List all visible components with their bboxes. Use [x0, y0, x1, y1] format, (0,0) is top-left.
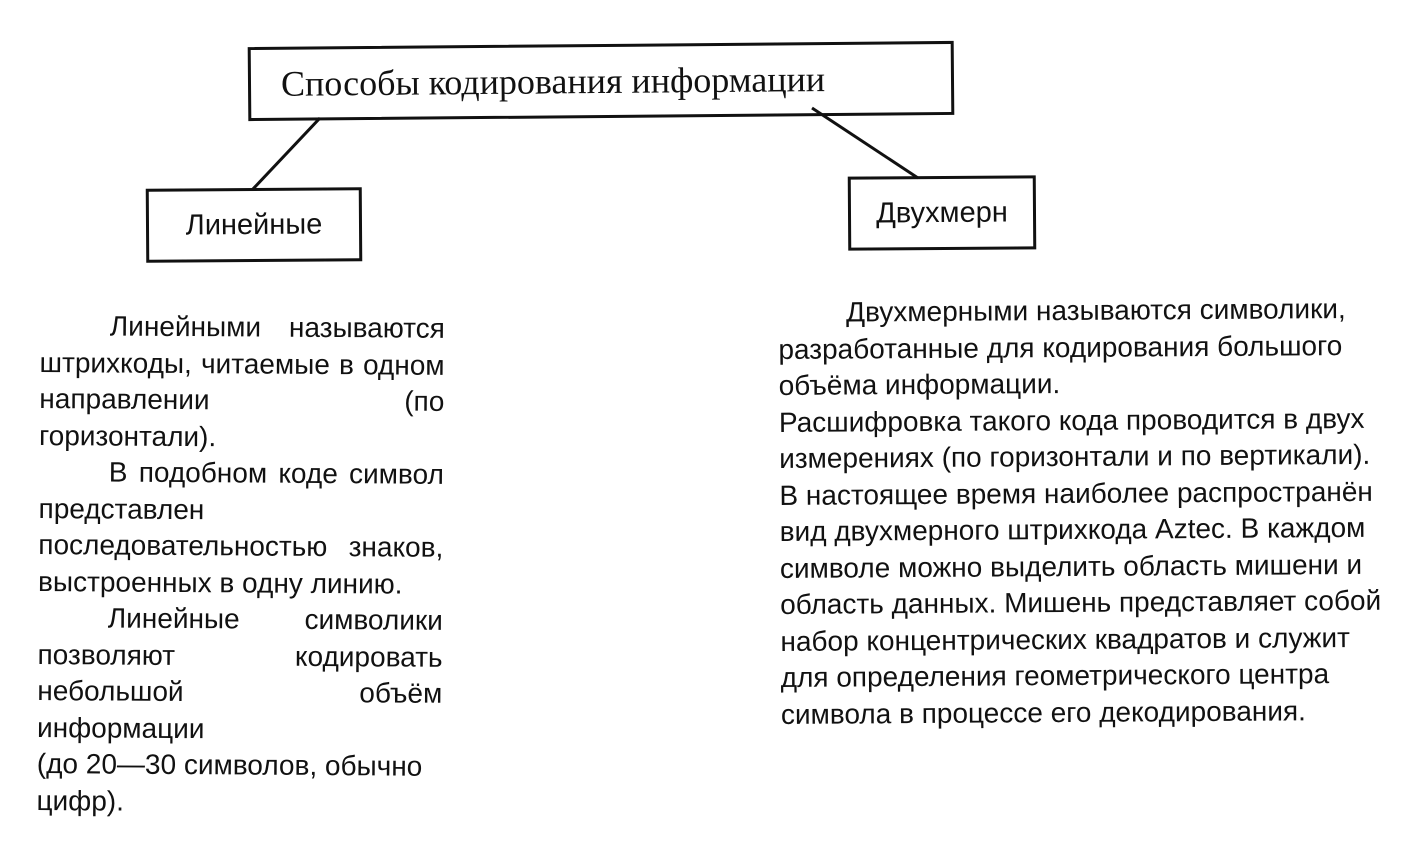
connector-title-to-linear: [252, 118, 320, 190]
linear-paragraph-1: [39, 308, 445, 420]
linear-paragraph-2-end: [38, 563, 443, 602]
two-dimensional-line-7: вид двухмерного штрихкода Aztec. В каждом: [779, 511, 1366, 547]
linear-paragraph-2-last-line: выстроенных в одну линию.: [37, 565, 403, 600]
two-dimensional-line-6: В настоящее время наиболее распространён: [779, 475, 1373, 511]
two-dimensional-line-8: символе можно выделить область мишени и: [779, 548, 1363, 584]
two-dimensional-line-11: для определения геометрического центра: [780, 658, 1330, 693]
linear-description: [36, 308, 445, 822]
two-dimensional-line-4: Расшифровка такого кода проводится в двух: [778, 402, 1365, 438]
linear-paragraph-1-end: [39, 417, 444, 456]
two-dimensional-line-9: область данных. Мишень представляет собой: [780, 584, 1382, 620]
linear-note: [36, 746, 441, 822]
two-dimensional-line-10: набор концентрических квадратов и служит: [780, 621, 1350, 657]
linear-category-label: Линейные: [185, 208, 323, 241]
linear-paragraph-3-end: [37, 709, 442, 748]
connector-title-to-2d: [812, 108, 918, 178]
two-dimensional-line-2: разработанные для кодирования большого: [778, 329, 1343, 365]
linear-note-line-1: (до 20—30 символов, обычно: [36, 747, 423, 782]
two-dimensional-line-5: измерениях (по горизонтали и по вертикали).: [779, 438, 1371, 474]
linear-paragraph-3: [37, 600, 443, 712]
linear-note-line-2: цифр).: [36, 784, 125, 817]
linear-paragraph-3-body: Линейные символики позволяют кодировать небольшой объём: [37, 602, 443, 709]
linear-paragraph-2-body: В подобном коде символ представлен последовательностью знаков,: [38, 456, 444, 563]
two-dimensional-line-3: объёма информации.: [778, 368, 1061, 401]
two-dimensional-line-1: Двухмерными называются символики,: [846, 293, 1346, 328]
two-dimensional-category-label: Двухмерн: [876, 196, 1008, 229]
linear-paragraph-2: [38, 454, 444, 566]
diagram-title: Способы кодирования информации: [280, 59, 826, 104]
title-box: [248, 41, 955, 121]
two-dimensional-category-box: [848, 175, 1037, 250]
linear-category-box: [146, 187, 363, 263]
linear-paragraph-1-body: Линейными называются штрихкоды, читаемые в одном направлении (по: [39, 310, 445, 417]
linear-paragraph-1-last-line: горизонтали).: [39, 419, 217, 452]
linear-paragraph-3-last-line: информации: [36, 711, 205, 744]
two-dimensional-description: [778, 291, 1401, 733]
two-dimensional-line-12: символа в процессе его декодирования.: [780, 694, 1306, 730]
